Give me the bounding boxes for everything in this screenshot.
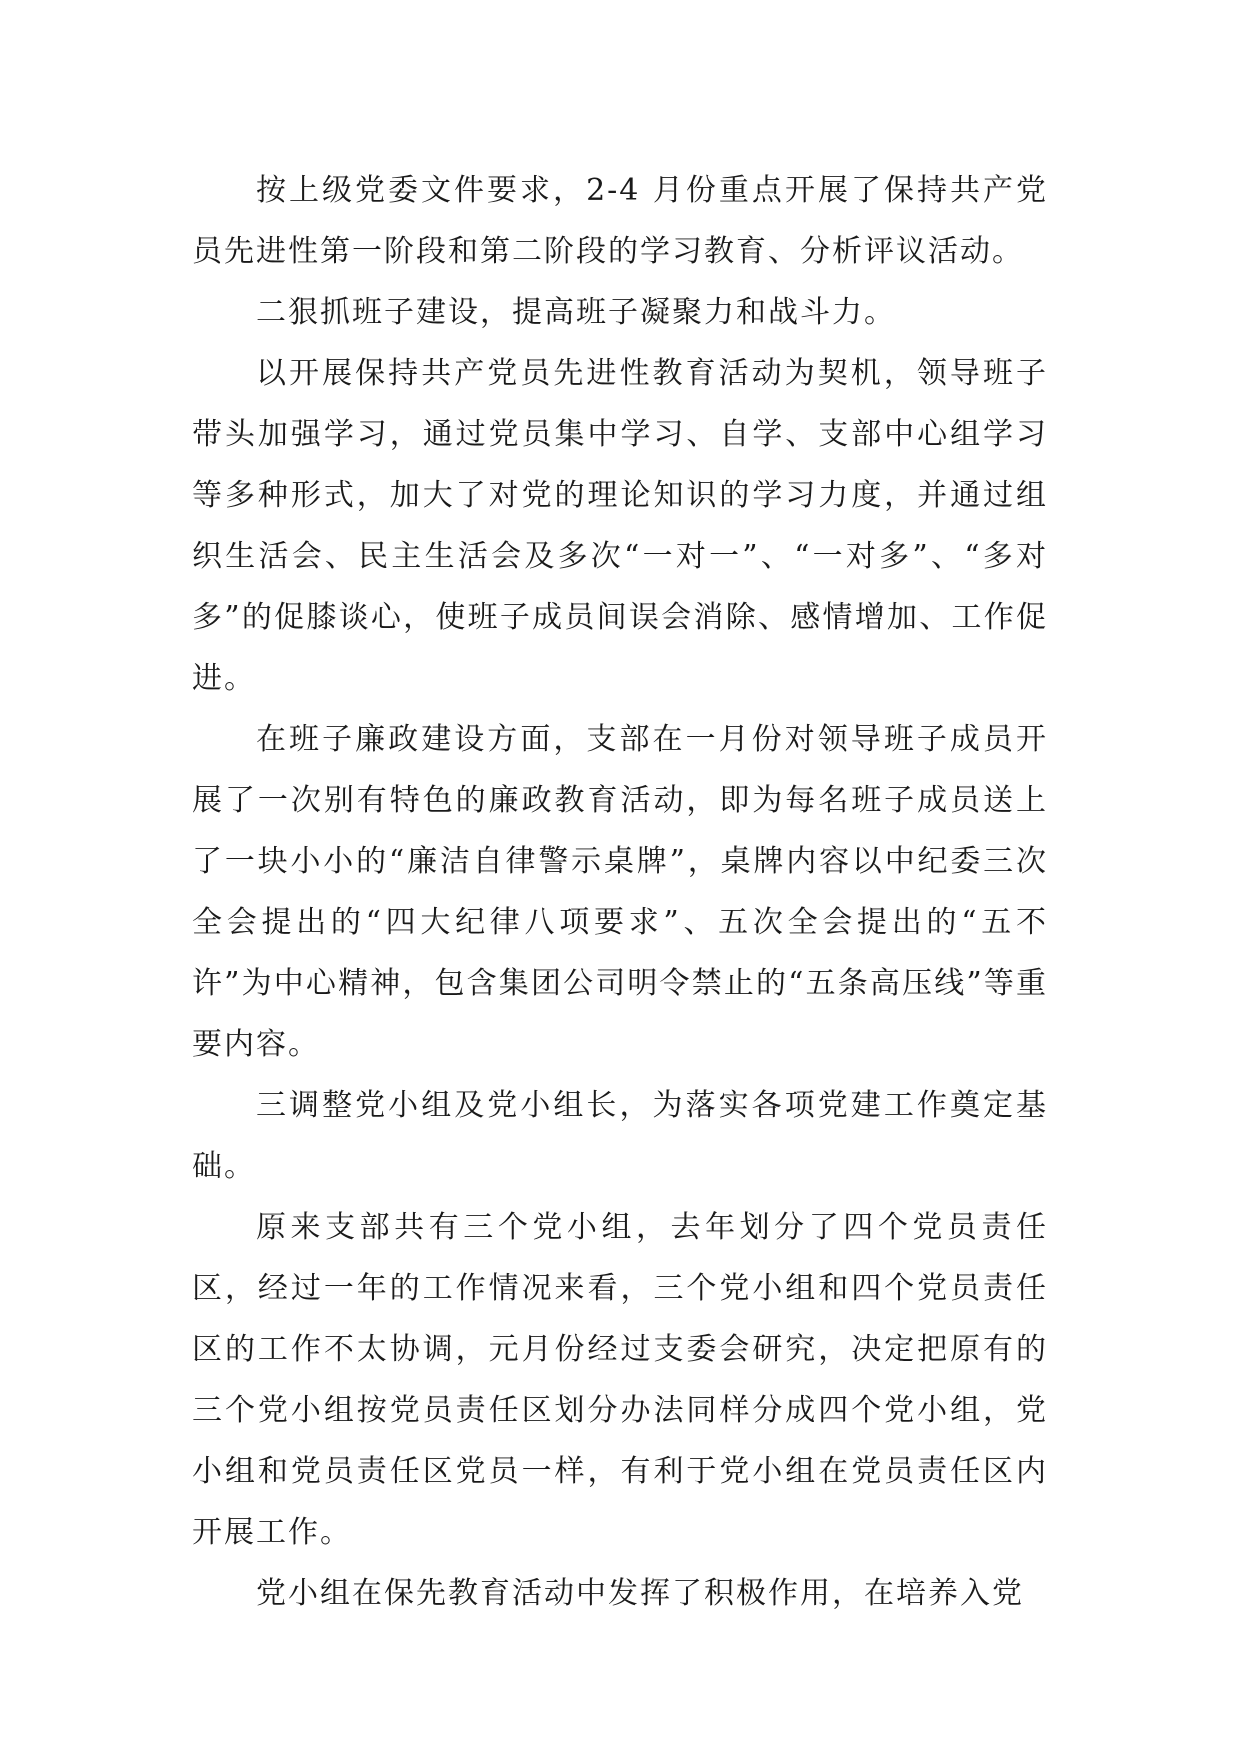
paragraph-4: 在班子廉政建设方面，支部在一月份对领导班子成员开展了一次别有特色的廉政教育活动，即为每名班子成员送上了一块小小的“廉洁自律警示桌牌”，桌牌内容以中纪委三次全会提出的“四大纪律八项要求”、五次全会提出的“五不许”为中心精神，包含集团公司明令禁止的“五条高压线”等重要内容。 [192, 722, 1048, 1062]
document-body [192, 160, 1048, 1624]
paragraph-5: 三调整党小组及党小组长，为落实各项党建工作奠定基础。 [192, 1088, 1048, 1184]
paragraph-3: 以开展保持共产党员先进性教育活动为契机，领导班子带头加强学习，通过党员集中学习、自学、支部中心组学习等多种形式，加大了对党的理论知识的学习力度，并通过组织生活会、民主生活会及多次“一对一”、“一对多”、“多对多”的促膝谈心，使班子成员间误会消除、感情增加、工作促进。 [192, 356, 1048, 696]
paragraph-1: 按上级党委文件要求，2-4 月份重点开展了保持共产党员先进性第一阶段和第二阶段的学习教育、分析评议活动。 [192, 173, 1048, 269]
paragraph-7: 党小组在保先教育活动中发挥了积极作用，在培养入党 [256, 1576, 1024, 1611]
paragraph-6: 原来支部共有三个党小组，去年划分了四个党员责任区，经过一年的工作情况来看，三个党小组和四个党员责任区的工作不太协调，元月份经过支委会研究，决定把原有的三个党小组按党员责任区划分办法同样分成四个党小组，党小组和党员责任区党员一样，有利于党小组在党员责任区内开展工作。 [192, 1210, 1048, 1550]
paragraph-2: 二狠抓班子建设，提高班子凝聚力和战斗力。 [256, 295, 896, 330]
